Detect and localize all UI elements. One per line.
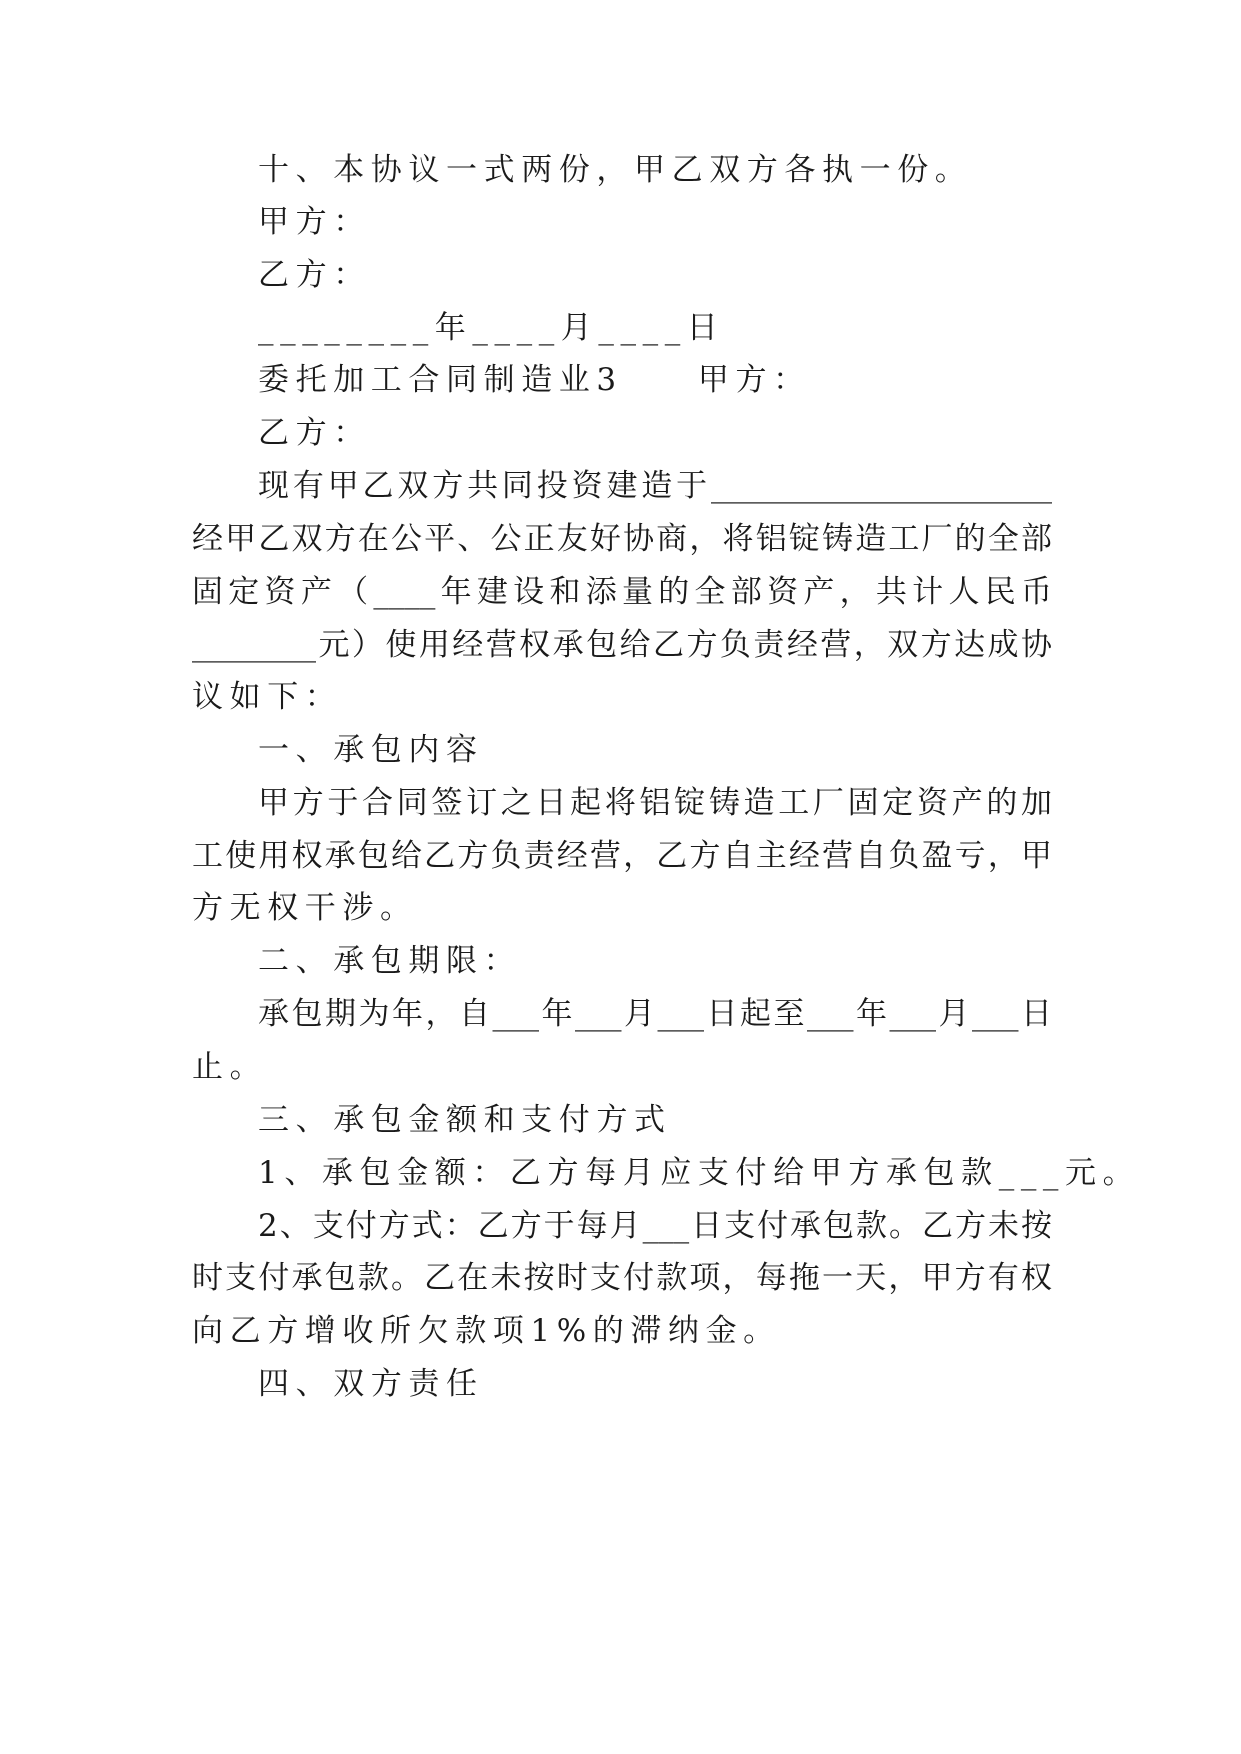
section-heading-1: 一、承包内容	[258, 732, 484, 768]
body-line: 止。	[192, 1049, 268, 1085]
date-line: ________年____月____日	[258, 310, 725, 346]
body-line: ________元）使用经营权承包给乙方负责经营，双方达成协	[192, 627, 1052, 663]
contract-title: 委托加工合同制造业3 甲方：	[258, 362, 811, 398]
body-line: 方无权干涉。	[192, 890, 418, 926]
party-a-label: 甲方：	[258, 204, 371, 240]
body-line: 时支付承包款。乙在未按时支付款项，每拖一天，甲方有权	[192, 1260, 1052, 1296]
body-line: 经甲乙双方在公平、公正友好协商，将铝锭铸造工厂的全部	[192, 521, 1052, 557]
body-line: 议如下：	[192, 679, 343, 715]
section-heading-4: 四、双方责任	[258, 1366, 484, 1402]
body-line: 现有甲乙双方共同投资建造于______________________	[258, 468, 1052, 504]
party-b-label-2: 乙方：	[258, 415, 371, 451]
body-line: 甲方于合同签订之日起将铝锭铸造工厂固定资产的加	[258, 785, 1052, 821]
body-line: 工使用权承包给乙方负责经营，乙方自主经营自负盈亏，甲	[192, 838, 1052, 874]
body-line: 固定资产（____年建设和添量的全部资产，共计人民币	[192, 574, 1052, 610]
body-line: 1、承包金额：乙方每月应支付给甲方承包款___元。	[258, 1155, 1141, 1191]
body-line: 向乙方增收所欠款项1%的滞纳金。	[192, 1313, 781, 1349]
party-b-label: 乙方：	[258, 257, 371, 293]
section-heading-2: 二、承包期限：	[258, 943, 522, 979]
clause-10: 十、本协议一式两份，甲乙双方各执一份。	[258, 152, 973, 188]
body-line: 2、支付方式：乙方于每月___日支付承包款。乙方未按	[258, 1208, 1052, 1244]
section-heading-3: 三、承包金额和支付方式	[258, 1102, 672, 1138]
body-line: 承包期为年，自___年___月___日起至___年___月___日	[258, 996, 1052, 1032]
